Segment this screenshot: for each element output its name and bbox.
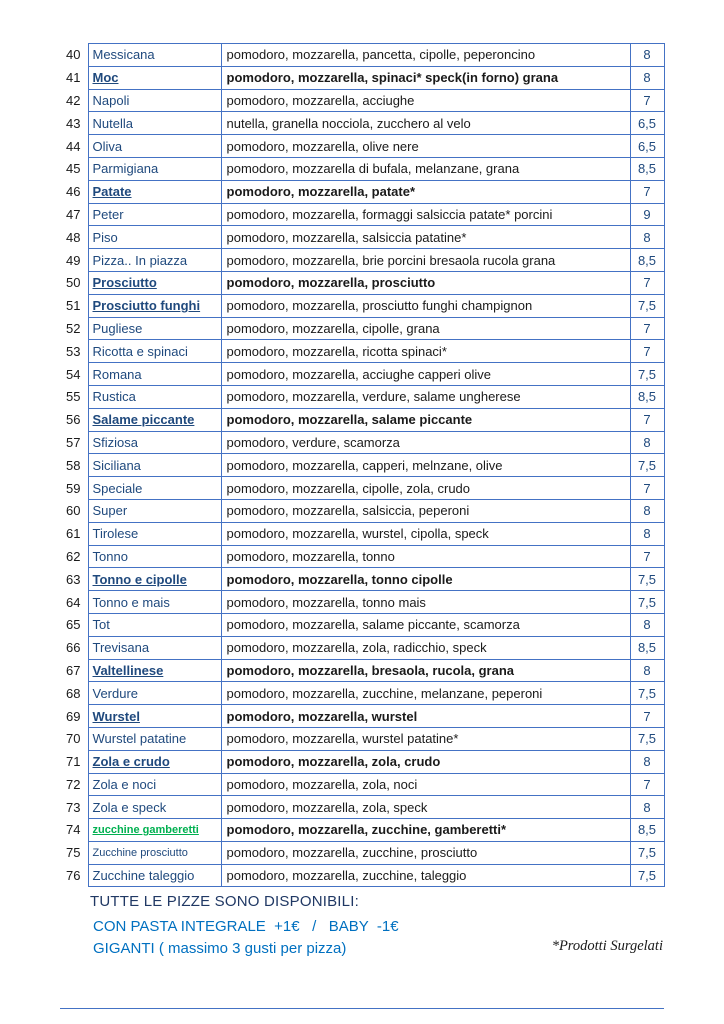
pizza-ingredients: pomodoro, mozzarella, wurstel patatine* [221, 727, 630, 750]
pizza-price: 7 [630, 477, 664, 500]
row-number: 58 [66, 457, 81, 473]
pizza-price: 7 [630, 773, 664, 796]
row-number: 63 [66, 571, 81, 587]
pizza-name: Prosciutto funghi [88, 294, 221, 317]
pizza-price: 7 [630, 340, 664, 363]
row-number: 54 [66, 366, 81, 382]
pizza-price: 6,5 [630, 135, 664, 158]
pizza-price: 8 [630, 66, 664, 89]
pizza-name: Zola e speck [88, 796, 221, 819]
pizza-price: 8 [630, 499, 664, 522]
menu-row [62, 477, 664, 500]
row-number: 41 [66, 70, 81, 86]
pizza-price: 8 [630, 750, 664, 773]
pizza-price: 7,5 [630, 841, 664, 864]
availability-note: TUTTE LE PIZZE SONO DISPONIBILI: [90, 893, 359, 910]
menu-row [62, 613, 664, 636]
pizza-name: Zucchine prosciutto [88, 841, 221, 864]
row-number: 43 [66, 115, 81, 131]
pizza-name: Speciale [88, 477, 221, 500]
pizza-ingredients: pomodoro, mozzarella, zola, noci [221, 773, 630, 796]
pizza-ingredients: nutella, granella nocciola, zucchero al velo [221, 112, 630, 135]
pizza-name: Nutella [88, 112, 221, 135]
menu-row [62, 89, 664, 112]
pizza-ingredients: pomodoro, mozzarella, zucchine, prosciutto [221, 841, 630, 864]
pizza-name: Romana [88, 363, 221, 386]
row-number: 51 [66, 298, 81, 314]
pizza-name: Siciliana [88, 454, 221, 477]
row-number: 57 [66, 434, 81, 450]
pizza-price: 8,5 [630, 636, 664, 659]
row-number: 75 [66, 845, 81, 861]
menu-row [62, 454, 664, 477]
pizza-ingredients: pomodoro, mozzarella, patate* [221, 180, 630, 203]
menu-row [62, 431, 664, 454]
row-number: 70 [66, 731, 81, 747]
pizza-price: 8 [630, 44, 664, 67]
pizza-ingredients: pomodoro, mozzarella, prosciutto funghi champignon [221, 294, 630, 317]
pizza-ingredients: pomodoro, mozzarella, spinaci* speck(in forno) grana [221, 66, 630, 89]
pizza-price: 7,5 [630, 727, 664, 750]
pizza-price: 7 [630, 180, 664, 203]
pizza-price: 7 [630, 545, 664, 568]
row-number: 52 [66, 320, 81, 336]
pizza-ingredients: pomodoro, mozzarella, bresaola, rucola, grana [221, 659, 630, 682]
pizza-ingredients: pomodoro, mozzarella, tonno cipolle [221, 568, 630, 591]
pizza-ingredients: pomodoro, mozzarella, acciughe capperi olive [221, 363, 630, 386]
row-number: 65 [66, 617, 81, 633]
row-number: 42 [66, 92, 81, 108]
pizza-price: 7,5 [630, 363, 664, 386]
pizza-ingredients: pomodoro, mozzarella, brie porcini bresaola rucola grana [221, 249, 630, 272]
row-number: 72 [66, 776, 81, 792]
row-number: 74 [66, 822, 81, 838]
pizza-name: Valtellinese [88, 659, 221, 682]
pizza-name: Pizza.. In piazza [88, 249, 221, 272]
pizza-price: 8,5 [630, 249, 664, 272]
row-number: 76 [66, 868, 81, 884]
row-number: 68 [66, 685, 81, 701]
pizza-ingredients: pomodoro, mozzarella, acciughe [221, 89, 630, 112]
pizza-ingredients: pomodoro, mozzarella, zola, radicchio, speck [221, 636, 630, 659]
pizza-price: 7,5 [630, 591, 664, 614]
pizza-price: 8 [630, 522, 664, 545]
pizza-ingredients: pomodoro, mozzarella, zucchine, taleggio [221, 864, 630, 887]
row-number: 40 [66, 47, 81, 63]
pizza-name: Peter [88, 203, 221, 226]
menu-row [62, 750, 664, 773]
row-number: 45 [66, 161, 81, 177]
menu-row [62, 522, 664, 545]
pizza-price: 7 [630, 705, 664, 728]
page-bottom-rule [60, 1008, 664, 1009]
row-number: 66 [66, 640, 81, 656]
menu-row [62, 659, 664, 682]
pizza-ingredients: pomodoro, mozzarella, cipolle, grana [221, 317, 630, 340]
row-number: 71 [66, 754, 81, 770]
pizza-name: Zucchine taleggio [88, 864, 221, 887]
menu-row [62, 249, 664, 272]
pizza-name: Oliva [88, 135, 221, 158]
pizza-name: Tirolese [88, 522, 221, 545]
menu-row [62, 568, 664, 591]
menu-row [62, 135, 664, 158]
pizza-price: 7,5 [630, 864, 664, 887]
row-number: 49 [66, 252, 81, 268]
pizza-name: Tonno [88, 545, 221, 568]
pizza-ingredients: pomodoro, mozzarella, salsiccia, peperoni [221, 499, 630, 522]
menu-row [62, 682, 664, 705]
row-number: 60 [66, 503, 81, 519]
pizza-ingredients: pomodoro, mozzarella, pancetta, cipolle, peperoncino [221, 44, 630, 67]
pizza-ingredients: pomodoro, mozzarella, capperi, melnzane, olive [221, 454, 630, 477]
pizza-name: Parmigiana [88, 157, 221, 180]
pizza-price: 8,5 [630, 819, 664, 842]
menu-row [62, 385, 664, 408]
pizza-name: Tonno e cipolle [88, 568, 221, 591]
frozen-products-note: *Prodotti Surgelati [551, 938, 663, 954]
pizza-price: 7,5 [630, 294, 664, 317]
pizza-name: Wurstel [88, 705, 221, 728]
pizza-ingredients: pomodoro, mozzarella, tonno mais [221, 591, 630, 614]
menu-row [62, 773, 664, 796]
pizza-name: Prosciutto [88, 271, 221, 294]
menu-row [62, 112, 664, 135]
menu-row [62, 499, 664, 522]
pizza-price: 7,5 [630, 454, 664, 477]
pizza-name: Ricotta e spinaci [88, 340, 221, 363]
pizza-price: 7 [630, 408, 664, 431]
pizza-price: 7 [630, 271, 664, 294]
row-number: 69 [66, 708, 81, 724]
pizza-name: Salame piccante [88, 408, 221, 431]
menu-row [62, 408, 664, 431]
row-number: 53 [66, 343, 81, 359]
menu-row [62, 363, 664, 386]
pizza-ingredients: pomodoro, mozzarella, olive nere [221, 135, 630, 158]
menu-row [62, 545, 664, 568]
menu-row [62, 180, 664, 203]
pizza-ingredients: pomodoro, mozzarella, salame piccante, scamorza [221, 613, 630, 636]
pizza-ingredients: pomodoro, mozzarella, formaggi salsiccia patate* porcini [221, 203, 630, 226]
row-number: 61 [66, 526, 81, 542]
menu-row [62, 226, 664, 249]
row-number: 48 [66, 229, 81, 245]
pizza-ingredients: pomodoro, mozzarella, zola, speck [221, 796, 630, 819]
pizza-name: Rustica [88, 385, 221, 408]
pizza-price: 6,5 [630, 112, 664, 135]
pizza-price: 8 [630, 226, 664, 249]
menu-row [62, 591, 664, 614]
pizza-ingredients: pomodoro, mozzarella, wurstel [221, 705, 630, 728]
pizza-ingredients: pomodoro, mozzarella, verdure, salame ungherese [221, 385, 630, 408]
pizza-price: 8,5 [630, 157, 664, 180]
row-number: 59 [66, 480, 81, 496]
row-number: 47 [66, 206, 81, 222]
menu-row [62, 203, 664, 226]
menu-row [62, 271, 664, 294]
pizza-name: Moc [88, 66, 221, 89]
menu-row [62, 841, 664, 864]
menu-row [62, 66, 664, 89]
menu-row [62, 705, 664, 728]
pizza-ingredients: pomodoro, mozzarella, cipolle, zola, crudo [221, 477, 630, 500]
pizza-ingredients: pomodoro, verdure, scamorza [221, 431, 630, 454]
pizza-price: 8 [630, 796, 664, 819]
menu-row [62, 44, 664, 67]
pizza-name: Patate [88, 180, 221, 203]
pizza-name: Messicana [88, 44, 221, 67]
pizza-name: Trevisana [88, 636, 221, 659]
pizza-ingredients: pomodoro, mozzarella, tonno [221, 545, 630, 568]
menu-row [62, 157, 664, 180]
menu-row [62, 819, 664, 842]
pizza-ingredients: pomodoro, mozzarella, ricotta spinaci* [221, 340, 630, 363]
pizza-price: 7 [630, 89, 664, 112]
pizza-ingredients: pomodoro, mozzarella, zucchine, melanzane, peperoni [221, 682, 630, 705]
pizza-price: 8,5 [630, 385, 664, 408]
menu-row [62, 727, 664, 750]
pizza-name: Zola e crudo [88, 750, 221, 773]
pizza-name: Wurstel patatine [88, 727, 221, 750]
pizza-name: Pugliese [88, 317, 221, 340]
row-number: 44 [66, 138, 81, 154]
row-number: 50 [66, 275, 81, 291]
pizza-name: Sfiziosa [88, 431, 221, 454]
pizza-name: Tot [88, 613, 221, 636]
pizza-ingredients: pomodoro, mozzarella, zola, crudo [221, 750, 630, 773]
pizza-name: Super [88, 499, 221, 522]
pizza-price: 7 [630, 317, 664, 340]
pizza-price: 8 [630, 431, 664, 454]
menu-row [62, 340, 664, 363]
pizza-name: Verdure [88, 682, 221, 705]
row-number: 55 [66, 389, 81, 405]
pizza-ingredients: pomodoro, mozzarella, zucchine, gamberetti* [221, 819, 630, 842]
menu-row [62, 864, 664, 887]
row-number: 64 [66, 594, 81, 610]
pizza-ingredients: pomodoro, mozzarella, salsiccia patatine* [221, 226, 630, 249]
pizza-name: Tonno e mais [88, 591, 221, 614]
row-number: 62 [66, 548, 81, 564]
pizza-ingredients: pomodoro, mozzarella, wurstel, cipolla, speck [221, 522, 630, 545]
pizza-price: 7,5 [630, 568, 664, 591]
pizza-name: Napoli [88, 89, 221, 112]
pizza-name: zucchine gamberetti [88, 819, 221, 842]
row-number: 73 [66, 799, 81, 815]
pizza-price: 7,5 [630, 682, 664, 705]
pizza-price: 8 [630, 659, 664, 682]
menu-row [62, 317, 664, 340]
menu-table-body [62, 44, 664, 887]
pizza-menu-table [62, 43, 665, 887]
pizza-price: 9 [630, 203, 664, 226]
pasta-options-note: CON PASTA INTEGRALE +1€ / BABY -1€ [93, 918, 399, 935]
pizza-name: Piso [88, 226, 221, 249]
pizza-ingredients: pomodoro, mozzarella, salame piccante [221, 408, 630, 431]
pizza-ingredients: pomodoro, mozzarella di bufala, melanzane, grana [221, 157, 630, 180]
menu-row [62, 636, 664, 659]
pizza-name: Zola e noci [88, 773, 221, 796]
row-number: 56 [66, 412, 81, 428]
row-number: 67 [66, 662, 81, 678]
row-number: 46 [66, 184, 81, 200]
menu-row [62, 796, 664, 819]
pizza-ingredients: pomodoro, mozzarella, prosciutto [221, 271, 630, 294]
pizza-price: 8 [630, 613, 664, 636]
giganti-note: GIGANTI ( massimo 3 gusti per pizza) [93, 940, 347, 957]
menu-row [62, 294, 664, 317]
